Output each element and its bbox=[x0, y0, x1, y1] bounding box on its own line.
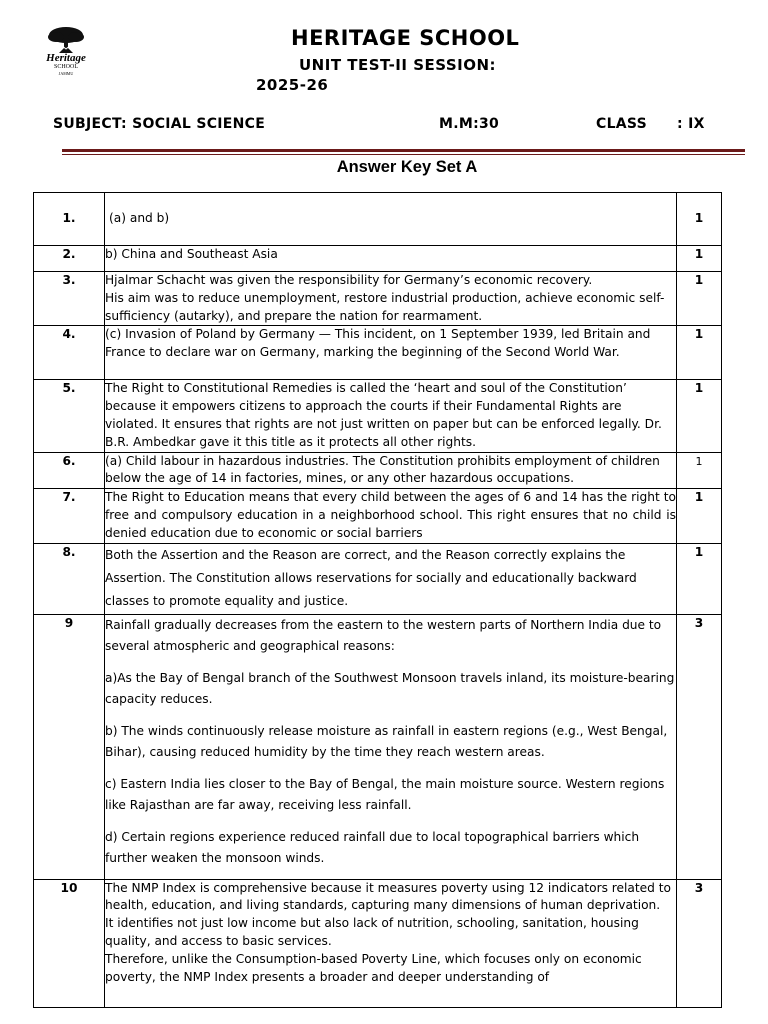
answer-line: Both the Assertion and the Reason are correct, and the Reason correctly explains the Assertion. The Constitution allows reservations for socially and educationally backward classes to promote equality and justice. bbox=[105, 547, 637, 608]
school-logo bbox=[42, 26, 90, 84]
table-row bbox=[34, 879, 722, 1007]
question-number: 6. bbox=[34, 452, 105, 489]
class-value: : IX bbox=[677, 116, 705, 132]
marks: 1 bbox=[677, 326, 722, 380]
question-number: 8. bbox=[34, 543, 105, 614]
answer-line: (a) and b) bbox=[109, 211, 170, 226]
logo-location: JAMMU bbox=[58, 71, 74, 76]
question-number: 9 bbox=[34, 614, 105, 879]
answer-text bbox=[105, 489, 677, 543]
marks: 1 bbox=[677, 452, 722, 489]
session-year: 2025-26 bbox=[256, 76, 329, 94]
class-label: CLASS bbox=[596, 116, 648, 132]
answer-line: (c) Invasion of Poland by Germany — This incident, on 1 September 1939, led Britain and France to declare war on Germany, marking the beginning of the Second World War. bbox=[105, 327, 651, 360]
answer-line: His aim was to reduce unemployment, restore industrial production, achieve economic self- sufficiency (autarky), and prepare the nation for rearmament. bbox=[105, 290, 665, 323]
answer-text bbox=[105, 879, 677, 1007]
question-number: 3. bbox=[34, 272, 105, 326]
answer-key-table bbox=[33, 192, 722, 1008]
table-row bbox=[34, 246, 722, 272]
answer-line: The Right to Education means that every child between the ages of 6 and 14 has the right to free and compulsory education in a neighborhood school. This right ensures that no child is denied education due to economic or social barriers bbox=[105, 490, 676, 540]
header-divider-thin bbox=[62, 154, 745, 155]
answer-text bbox=[105, 543, 677, 614]
question-number: 1. bbox=[34, 193, 105, 246]
marks: 1 bbox=[677, 246, 722, 272]
table-row bbox=[34, 380, 722, 452]
school-name: HERITAGE SCHOOL bbox=[291, 26, 520, 50]
answer-text bbox=[105, 326, 677, 380]
marks: 1 bbox=[677, 543, 722, 614]
marks: 3 bbox=[677, 614, 722, 879]
answer-text bbox=[105, 380, 677, 452]
marks: 1 bbox=[677, 272, 722, 326]
question-number: 2. bbox=[34, 246, 105, 272]
header-divider bbox=[62, 149, 745, 152]
table-row bbox=[34, 614, 722, 879]
answer-line: It identifies not just low income but also lack of nutrition, schooling, sanitation, housing quality, and access to basic services. bbox=[105, 916, 639, 948]
question-number: 4. bbox=[34, 326, 105, 380]
table-row bbox=[34, 272, 722, 326]
subject-label: SUBJECT: SOCIAL SCIENCE bbox=[53, 116, 266, 132]
answer-key-title: Answer Key Set A bbox=[336, 158, 478, 176]
answer-text bbox=[105, 452, 677, 489]
max-marks: M.M:30 bbox=[439, 116, 500, 132]
marks: 1 bbox=[677, 489, 722, 543]
table-row bbox=[34, 452, 722, 489]
answer-line: Hjalmar Schacht was given the responsibility for Germany’s economic recovery. bbox=[105, 273, 593, 287]
answer-line: b) The winds continuously release moisture as rainfall in eastern regions (e.g., West Bengal, Bihar), causing reduced humidity by the time they reach western areas. bbox=[105, 723, 668, 759]
answer-text bbox=[105, 246, 677, 272]
table-row bbox=[34, 543, 722, 614]
answer-line: (a) Child labour in hazardous industries. The Constitution prohibits employment of children below the age of 14 in factories, mines, or any other hazardous occupations. bbox=[105, 453, 660, 486]
marks: 3 bbox=[677, 879, 722, 1007]
answer-text bbox=[105, 614, 677, 879]
tree-logo-icon bbox=[46, 26, 86, 54]
answer-line: The NMP Index is comprehensive because it measures poverty using 12 indicators related to health, education, and living standards, capturing many dimensions of human deprivation. bbox=[105, 880, 672, 913]
table-row bbox=[34, 326, 722, 380]
answer-line: The Right to Constitutional Remedies is called the ‘heart and soul of the Constitution’ because it empowers citizens to approach the courts if their Fundamental Rights are violated. It ensures that rights are not just written on paper but can be enforced legally. Dr. B.R. Ambedkar gave it this title as it protects all other rights. bbox=[105, 381, 662, 449]
question-number: 5. bbox=[34, 380, 105, 452]
answer-line: Therefore, unlike the Consumption-based Poverty Line, which focuses only on economic poverty, the NMP Index presents a broader and deeper understanding of bbox=[105, 951, 642, 984]
table-row bbox=[34, 193, 722, 246]
question-number: 10 bbox=[34, 879, 105, 1007]
answer-line: a)As the Bay of Bengal branch of the Southwest Monsoon travels inland, its moisture-bearing capacity reduces. bbox=[105, 670, 675, 706]
answer-line: d) Certain regions experience reduced rainfall due to local topographical barriers which further weaken the monsoon winds. bbox=[105, 829, 640, 865]
marks: 1 bbox=[677, 380, 722, 452]
answer-line: b) China and Southeast Asia bbox=[105, 247, 278, 261]
logo-wordmark: Heritage bbox=[46, 52, 86, 64]
question-number: 7. bbox=[34, 489, 105, 543]
test-title: UNIT TEST-II SESSION: bbox=[299, 56, 497, 74]
answer-text bbox=[105, 193, 677, 246]
answer-line: Rainfall gradually decreases from the eastern to the western parts of Northern India due to several atmospheric and geographical reasons: bbox=[105, 617, 662, 653]
table-row bbox=[34, 489, 722, 543]
marks: 1 bbox=[677, 193, 722, 246]
logo-subtitle: SCHOOL bbox=[53, 64, 78, 70]
answer-line: c) Eastern India lies closer to the Bay of Bengal, the main moisture source. Western regions like Rajasthan are far away, receiving less rainfall. bbox=[105, 776, 665, 812]
answer-text bbox=[105, 272, 677, 326]
